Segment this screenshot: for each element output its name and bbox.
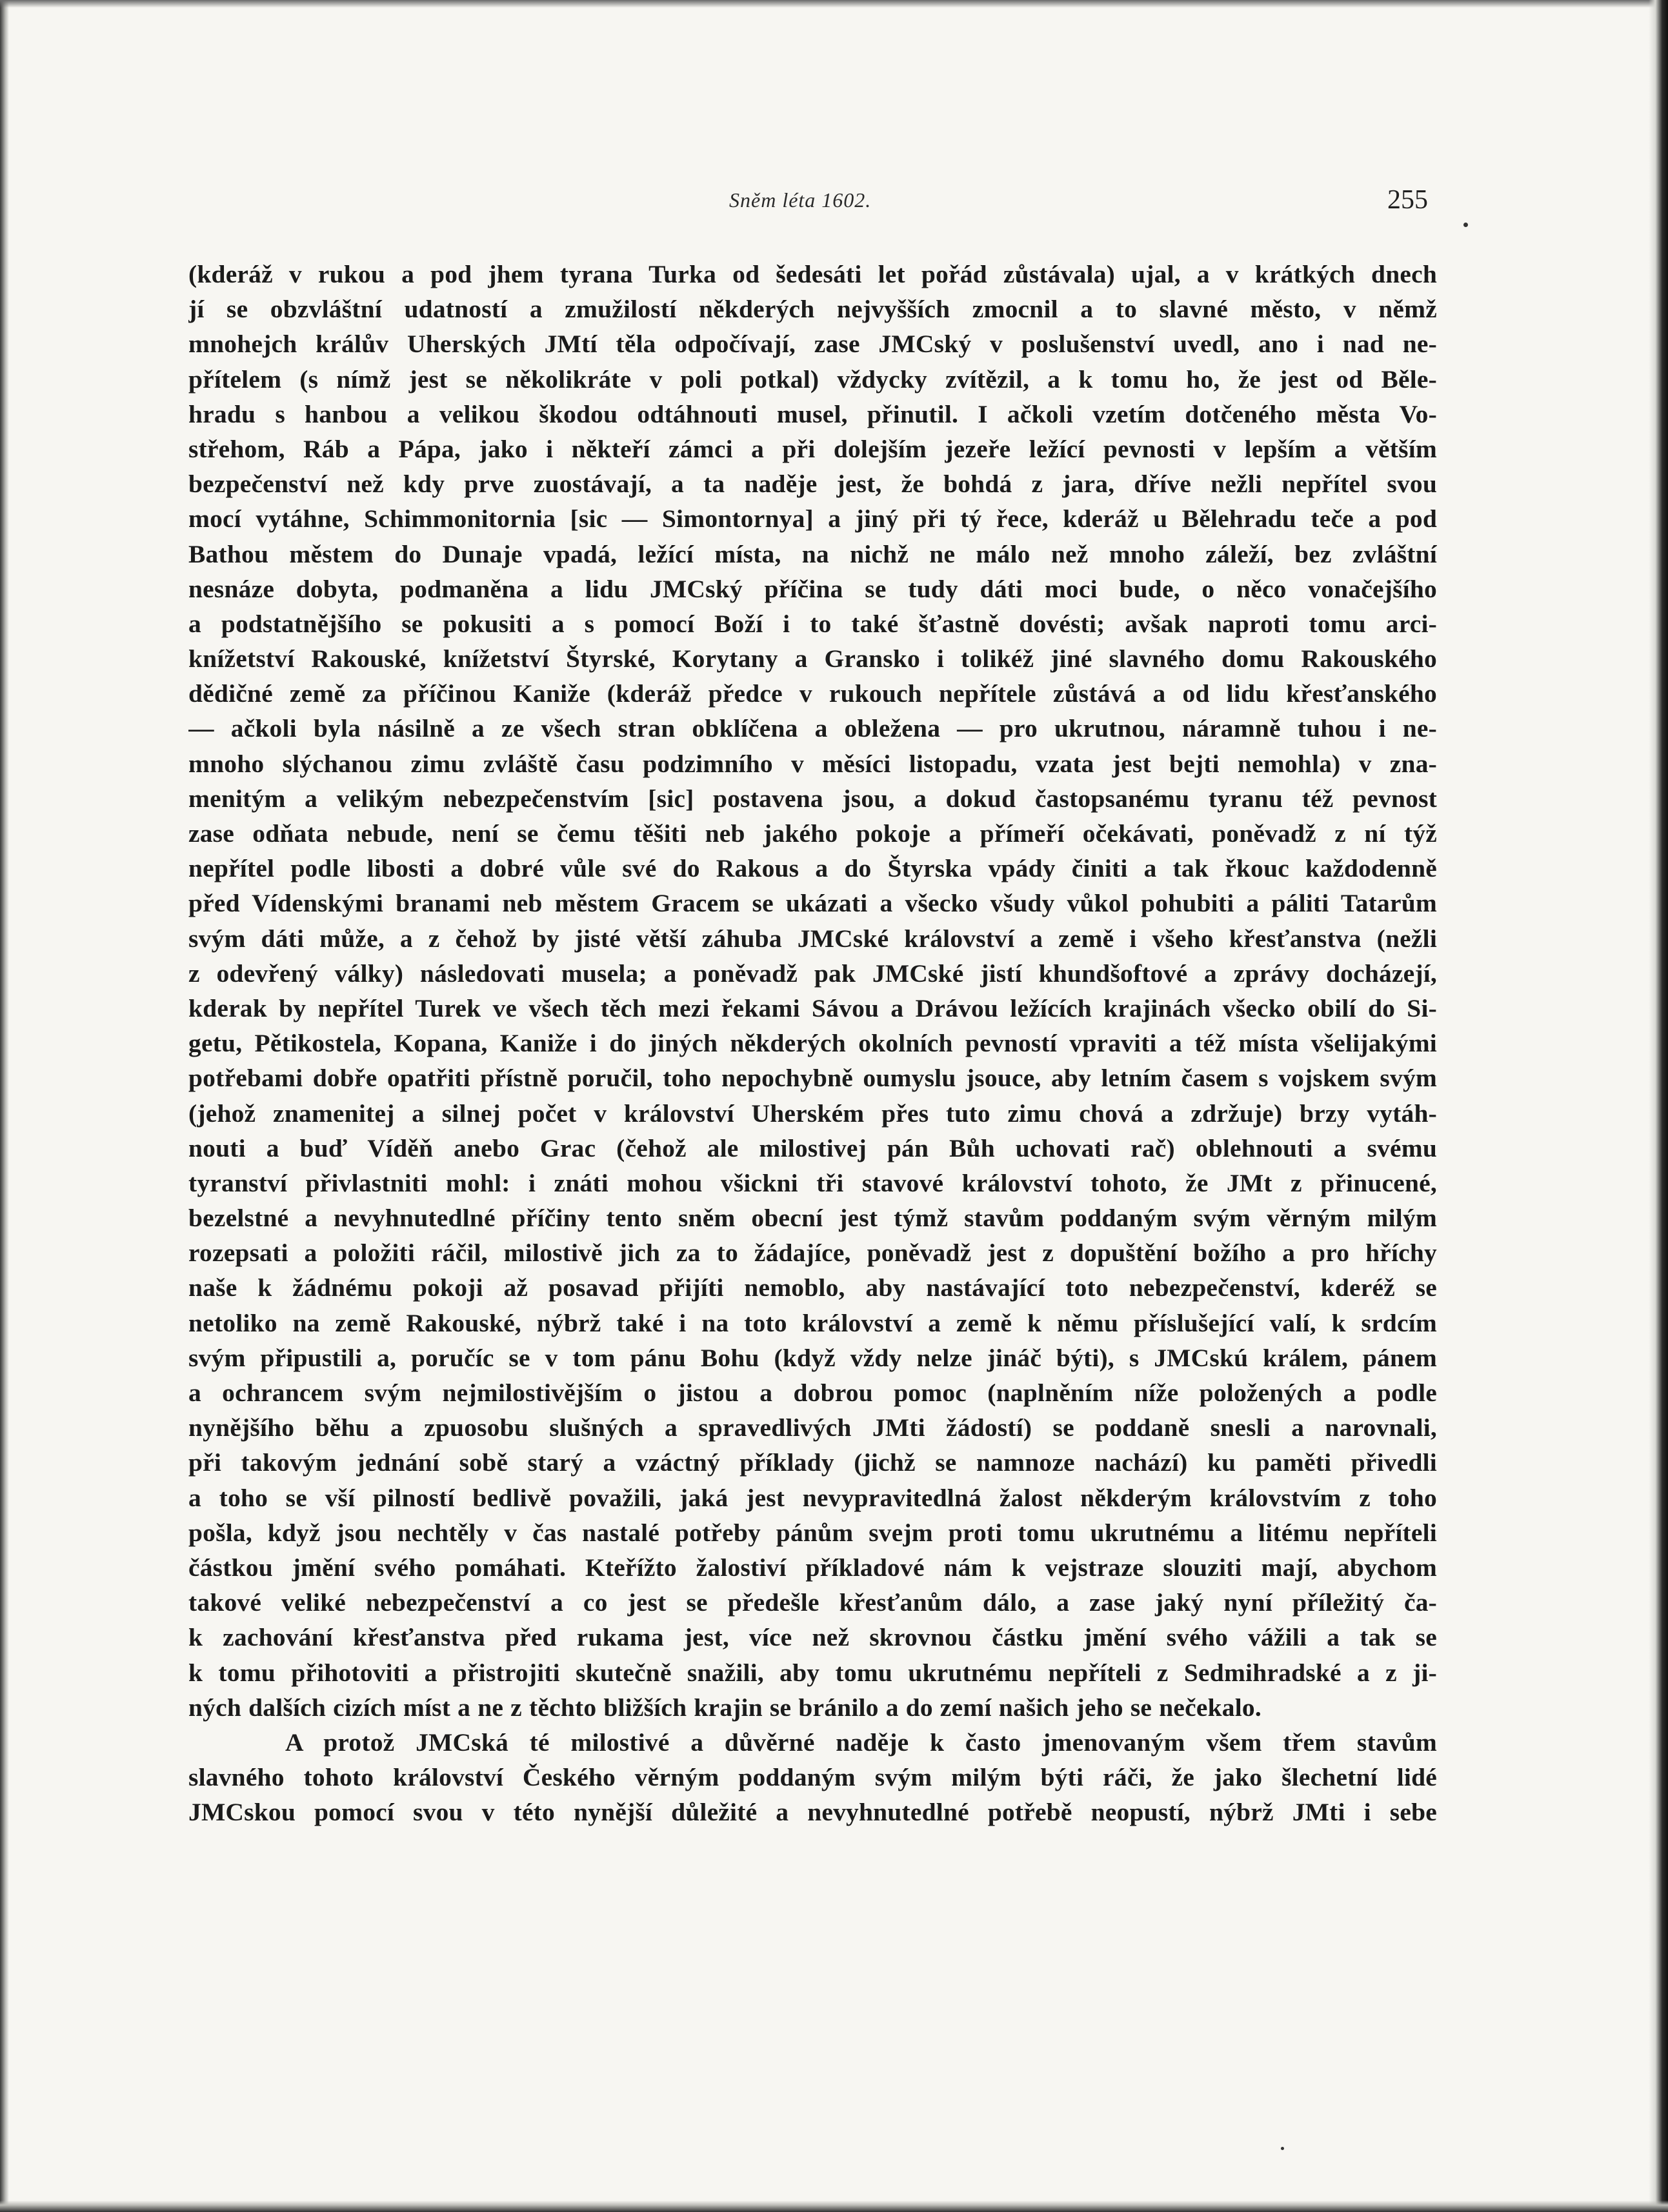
scan-edge-right (1649, 0, 1668, 2212)
text-line: JMCskou pomocí svou v této nynější důležité a nevyhnutedlné potřebě neopustí, nýbrž JMti i sebe (188, 1798, 1437, 1827)
text-line: a toho se vší pilností bedlivě považili, jaká jest nevypravitedlná žalost někderým královstvím z toho (188, 1483, 1437, 1512)
scan-speck (1281, 2147, 1284, 2150)
text-line: hradu s hanbou a velikou škodou odtáhnouti musel, přinutil. I ačkoli vzetím dotčeného města Vo- (188, 399, 1437, 428)
text-line: takové veliké nebezpečenství a co jest se předešle křesťanům dálo, a zase jaký nyní příležitý ča- (188, 1588, 1437, 1617)
text-line: (jehož znamenitej a silnej počet v království Uherském přes tuto zimu chová a zdržuje) brzy vytáh- (188, 1099, 1437, 1128)
text-line: částkou jmění svého pomáhati. Kteřížto žalostiví příkladové nám k vejstraze slouziti mají, abychom (188, 1553, 1437, 1582)
text-line: kderak by nepřítel Turek ve všech těch mezi řekami Sávou a Drávou ležících krajinách všecko obilí do Si- (188, 993, 1437, 1022)
text-line: knížetství Rakouské, knížetství Štyrské, Korytany a Gransko i tolikéž jiné slavného domu Rakouského (188, 644, 1437, 673)
running-title: Sněm léta 1602. (729, 188, 872, 212)
scan-edge-top (0, 0, 1668, 8)
text-line: rozepsati a položiti ráčil, milostivě jich za to žádajíce, poněvadž jest z dopuštění božího a pro hříchy (188, 1239, 1437, 1268)
page-number: 255 (1387, 185, 1428, 215)
text-line: getu, Pětikostela, Kopana, Kaniže i do jiných někderých okolních pevností vpraviti a též místa všelijakými (188, 1029, 1437, 1058)
text-line: při takovým jednání sobě starý a vzáctný příklady (jichž se namnoze nachází) ku paměti přivedli (188, 1448, 1437, 1477)
page-header (0, 185, 1668, 227)
text-line: zase odňata nebude, není se čemu těšiti neb jakého pokoje a přímeří očekávati, poněvadž z ní týž (188, 819, 1437, 848)
text-line: přítelem (s nímž jest se několikráte v poli potkal) vždycky zvítězil, a k tomu ho, že jest od Běle- (188, 364, 1437, 394)
text-line: před Vídenskými branami neb městem Gracem se ukázati a všecko všudy vůkol pohubiti a páliti Tatarům (188, 889, 1437, 918)
text-line: — ačkoli byla násilně a ze všech stran obklíčena a obležena — pro ukrutnou, náramně tuhou i ne- (188, 714, 1437, 743)
scan-speck (1463, 223, 1468, 227)
scan-edge-left (0, 0, 9, 2212)
text-line: Bathou městem do Dunaje vpadá, ležící místa, na nichž ne málo než mnoho záleží, bez zvláštní (188, 539, 1437, 568)
text-line: naše k žádnému pokoji až posavad přijíti nemoblo, aby nastávající toto nebezpečenství, kderéž se (188, 1273, 1437, 1302)
text-line: a ochrancem svým nejmilostivějším o jistou a dobrou pomoc (naplněním níže položených a podle (188, 1379, 1437, 1407)
text-line: dědičné země za příčinou Kaniže (kderáž předce v rukouch nepřítele zůstává a od lidu křesťanského (188, 679, 1437, 708)
text-line: slavného tohoto království Českého věrným poddaným svým milým býti ráči, že jako šlechetní lidé (188, 1763, 1437, 1792)
text-line: nepřítel podle libosti a dobré vůle své do Rakous a do Štyrska vpády činiti a tak řkouc každodenně (188, 854, 1437, 883)
text-line: menitým a velikým nebezpečenstvím [sic] postavena jsou, a dokud častopsanému tyranu též pevnost (188, 784, 1437, 813)
text-line: mocí vytáhne, Schimmonitornia [sic — Simontornya] a jiný při tý řece, kderáž u Bělehradu teče a pod (188, 504, 1437, 533)
text-line: jí se obzvláštní udatností a zmužilostí někderých nejvyšších zmocnil a to slavné město, v němž (188, 295, 1437, 324)
text-line: (kderáž v rukou a pod jhem tyrana Turka od šedesáti let pořád zůstávala) ujal, a v krátkých dnech (188, 260, 1437, 288)
text-line: svým připustili a, poručíc se v tom pánu Bohu (když vždy nelze jináč býti), s JMCskú králem, pánem (188, 1343, 1437, 1372)
text-line: a podstatnějšího se pokusiti a s pomocí Boží i to také šťastně dovésti; avšak naproti tomu arci- (188, 609, 1437, 638)
paragraph-first-line: A protož JMCská té milostivé a důvěrné naděje k často jmenovaným všem třem stavům (285, 1728, 1437, 1757)
text-line: bezpečenství než kdy prve zuostávají, a ta naděje jest, že bohdá z jara, dříve nežli nepřítel svou (188, 470, 1437, 499)
text-line: svým dáti může, a z čehož by jisté větší záhuba JMCské království a země i všeho křesťanstva (nežli (188, 924, 1437, 953)
text-line: potřebami dobře opatřiti přístně poručil, toho nepochybně oumyslu jsouce, aby letním časem s vojskem svým (188, 1064, 1437, 1093)
text-line: k tomu přihotoviti a přistrojiti skutečně snažili, aby tomu ukrutnému nepříteli z Sedmihradské a z ji- (188, 1658, 1437, 1687)
text-line: tyranství přivlastniti mohl: i znáti mohou všickni tři stavové království tohoto, že JMt z přinucené, (188, 1168, 1437, 1197)
text-line: střehom, Ráb a Pápa, jako i někteří zámci a při dolejším jezeře ležící pevnosti v lepším a větším (188, 434, 1437, 463)
text-line: bezelstné a nevyhnutedlné příčiny tento sněm obecní jest týmž stavům poddaným svým věrným milým (188, 1204, 1437, 1233)
text-line: nouti a buď Víděň anebo Grac (čehož ale milostivej pán Bůh uchovati rač) oblehnouti a svému (188, 1133, 1437, 1162)
text-line: nynějšího běhu a zpuosobu slušných a spravedlivých JMti žádostí) se poddaně snesli a narovnali, (188, 1413, 1437, 1442)
text-line: nesnáze dobyta, podmaněna a lidu JMCský příčina se tudy dáti moci bude, o něco vonačejšího (188, 574, 1437, 603)
text-line: pošla, když jsou nechtěly v čas nastalé potřeby pánům svejm proti tomu ukrutnému a litému nepříteli (188, 1518, 1437, 1547)
text-line: k zachování křesťanstva před rukama jest, více než skrovnou částku jmění svého vážili a tak se (188, 1623, 1437, 1652)
text-line: mnoho slýchanou zimu zvláště času podzimního v měsíci listopadu, vzata jest bejti nemohla) v zna- (188, 749, 1437, 778)
text-line: netoliko na země Rakouské, nýbrž také i na toto království a země k němu příslušející valí, k srdcím (188, 1308, 1437, 1337)
text-line: ných dalších cizích míst a ne z těchto bližších krajin se bránilo a do zemí našich jeho se nečekalo. (188, 1693, 1261, 1722)
body-text (188, 257, 1437, 1829)
scan-edge-bottom (0, 2200, 1668, 2212)
text-line: mnohejch králův Uherských JMtí těla odpočívají, zase JMCský v poslušenství uvedl, ano i nad ne- (188, 330, 1437, 359)
text-line: z odevřený války) následovati musela; a poněvadž pak JMCské jistí khundšoftové a zprávy docházejí, (188, 959, 1437, 988)
